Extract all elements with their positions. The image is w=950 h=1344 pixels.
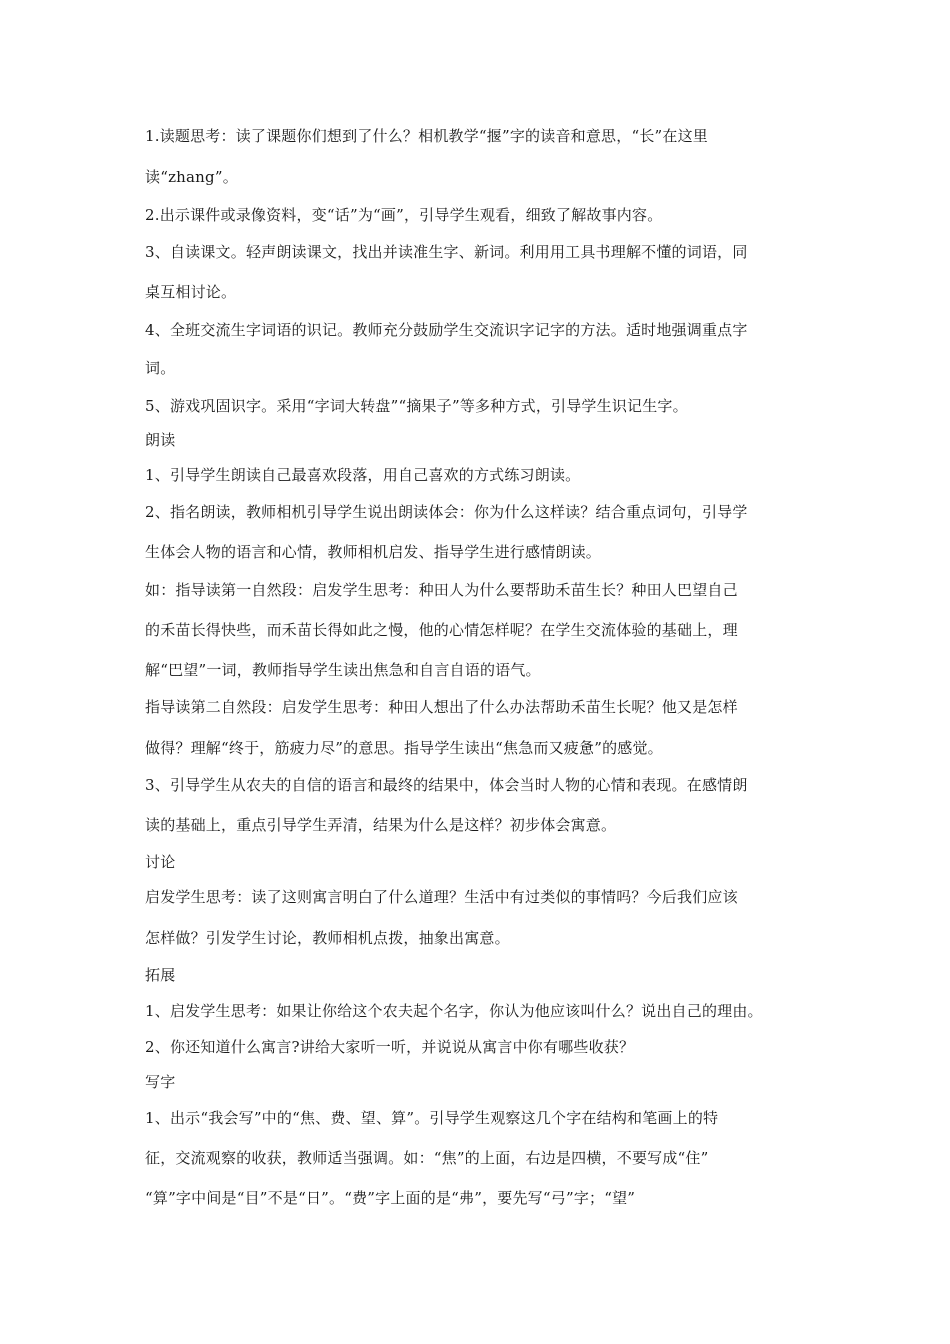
text-line: 词。 [145,359,176,377]
text-line: 如：指导读第一自然段：启发学生思考：种田人为什么要帮助禾苗生长？种田人巴望自己 [145,581,738,599]
text-line: 3、自读课文。轻声朗读课文，找出并读准生字、新词。利用用工具书理解不懂的词语，同 [145,243,748,261]
text-line: 4、全班交流生字词语的识记。教师充分鼓励学生交流识字记字的方法。适时地强调重点字 [145,321,748,339]
text-line: 1、启发学生思考：如果让你给这个农夫起个名字，你认为他应该叫什么？说出自己的理由。 [145,1002,763,1020]
section-heading: 朗读 [145,431,176,449]
text-line: 读的基础上，重点引导学生弄清，结果为什么是这样？初步体会寓意。 [145,816,617,834]
text-line: 做得？理解“终于，筋疲力尽”的意思。指导学生读出“焦急而又疲惫”的感觉。 [145,739,663,757]
text-line: 3、引导学生从农夫的自信的语言和最终的结果中，体会当时人物的心情和表现。在感情朗 [145,776,748,794]
text-line: 桌互相讨论。 [145,283,237,301]
text-line: 怎样做？引发学生讨论，教师相机点拨，抽象出寓意。 [145,929,510,947]
text-line: 1.读题思考：读了课题你们想到了什么？相机教学“揠”字的读音和意思，“长”在这里 [145,127,708,145]
text-line: 生体会人物的语言和心情，教师相机启发、指导学生进行感情朗读。 [145,543,602,561]
text-line: 的禾苗长得快些，而禾苗长得如此之慢，他的心情怎样呢？在学生交流体验的基础上，理 [145,621,738,639]
text-line: 读“zhang”。 [145,168,238,186]
text-line: 启发学生思考：读了这则寓言明白了什么道理？生活中有过类似的事情吗？今后我们应该 [145,888,738,906]
text-line: 2、你还知道什么寓言?讲给大家听一听，并说说从寓言中你有哪些收获？ [145,1038,635,1056]
text-line: 2.出示课件或录像资料，变“话”为“画”，引导学生观看，细致了解故事内容。 [145,206,663,224]
text-line: “算”字中间是“目”不是“日”。“费”字上面的是“弗”，要先写“弓”字；“望” [145,1189,636,1207]
section-heading: 拓展 [145,966,176,984]
text-line: 2、指名朗读，教师相机引导学生说出朗读体会：你为什么这样读？结合重点词句，引导学 [145,503,748,521]
text-line: 1、引导学生朗读自己最喜欢段落，用自己喜欢的方式练习朗读。 [145,466,581,484]
text-line: 5、游戏巩固识字。采用“字词大转盘”“摘果子”等多种方式，引导学生识记生字。 [145,397,688,415]
text-line: 1、出示“我会写”中的“焦、费、望、算”。引导学生观察这几个字在结构和笔画上的特 [145,1109,719,1127]
section-heading: 写字 [145,1073,176,1091]
text-line: 指导读第二自然段：启发学生思考：种田人想出了什么办法帮助禾苗生长呢？他又是怎样 [145,698,738,716]
text-line: 解“巴望”一词，教师指导学生读出焦急和自言自语的语气。 [145,661,541,679]
section-heading: 讨论 [145,853,176,871]
text-line: 征，交流观察的收获，教师适当强调。如：“焦”的上面，右边是四横，不要写成“住” [145,1149,709,1167]
